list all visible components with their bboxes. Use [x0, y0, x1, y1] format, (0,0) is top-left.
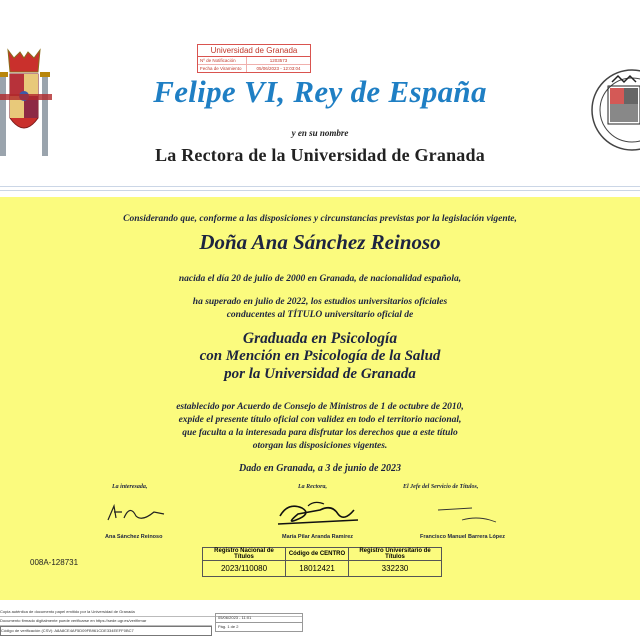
registry-value: 332230 [349, 561, 442, 577]
studies-text: conducentes al TÍTULO universitario oficial de [226, 310, 414, 320]
on-behalf-text: y en su nombre [291, 128, 349, 138]
degree-mention: con Mención en Psicología de la Salud [199, 348, 441, 364]
signature-name-head: Francisco Manuel Barrera López [420, 534, 505, 540]
rector-title: La Rectora de la Universidad de Granada [155, 145, 485, 165]
registry-header: Registro Nacional de Títulos [203, 548, 286, 561]
signature-graduate-icon [100, 498, 170, 530]
registry-header: Código de CENTRO [286, 548, 349, 561]
signature-name-rector: María Pilar Aranda Ramírez [282, 534, 354, 540]
signature-rector-icon [268, 496, 368, 532]
registry-value: 18012421 [286, 561, 349, 577]
signature-name-graduate: Ana Sánchez Reinoso [105, 534, 163, 540]
verification-code: Código de verificación (CSV): A8A8CE4AF5D09FB961CDE334EEFF0BC7 [0, 626, 212, 636]
signature-role-head: El Jefe del Servicio de Títulos, [403, 484, 479, 490]
degree-title: Graduada en Psicología [242, 330, 398, 347]
stamp-row: Nº de Notificación 1203573 [198, 57, 310, 65]
stamp-row: Fecha de Viramiento 05/06/2023 - 12:03:04 [200, 66, 301, 71]
legal-text: expide el presente título oficial con validez en todo el territorio nacional, [178, 415, 462, 425]
divider-line [0, 186, 640, 187]
legal-text: establecido por Acuerdo de Consejo de Ministros de 1 de octubre de 2010, [176, 402, 464, 412]
legal-text: otorgan las disposiciones vigentes. [252, 441, 388, 451]
verification-line: Documento firmado digitalmente puede verificarse en https://sede.ugr.es/verifirmar [0, 617, 212, 626]
signature-role-graduate: La interesada, [112, 484, 148, 490]
studies-text: ha superado en julio de 2022, los estudios universitarios oficiales [192, 297, 448, 307]
registry-table [202, 547, 442, 577]
issue-date-text: Dado en Granada, a 3 de junio de 2023 [239, 463, 401, 474]
notification-stamp [197, 44, 311, 73]
birth-text: nacida el día 20 de julio de 2000 en Granada, de nacionalidad española, [178, 274, 462, 284]
graduate-name: Doña Ana Sánchez Reinoso [199, 230, 441, 254]
document-code: 008A-128731 [30, 558, 79, 567]
signature-role-rector: La Rectora, [298, 484, 327, 490]
stamp-title: Universidad de Granada [198, 45, 310, 57]
verification-page: Pág. 1 de 2 [215, 622, 303, 632]
whereas-text: Considerando que, conforme a las disposiciones y circunstancias previstas por la legislación vigente, [123, 214, 517, 224]
degree-university: por la Universidad de Granada [224, 366, 416, 382]
verification-meta [215, 614, 303, 632]
king-title: Felipe VI, Rey de España [153, 74, 487, 109]
signature-head-icon [432, 500, 502, 530]
verification-date: 05/06/2023 - 11:01 [215, 613, 303, 623]
verification-line: Copia auténtica de documento papel emitido por la Universidad de Granada [0, 608, 303, 617]
divider-line [0, 190, 640, 191]
legal-text: que faculta a la interesada para disfrutar los derechos que a este título [182, 428, 458, 438]
registry-value: 2023/110080 [203, 561, 286, 577]
registry-header: Registro Universitario de Títulos [349, 548, 442, 561]
